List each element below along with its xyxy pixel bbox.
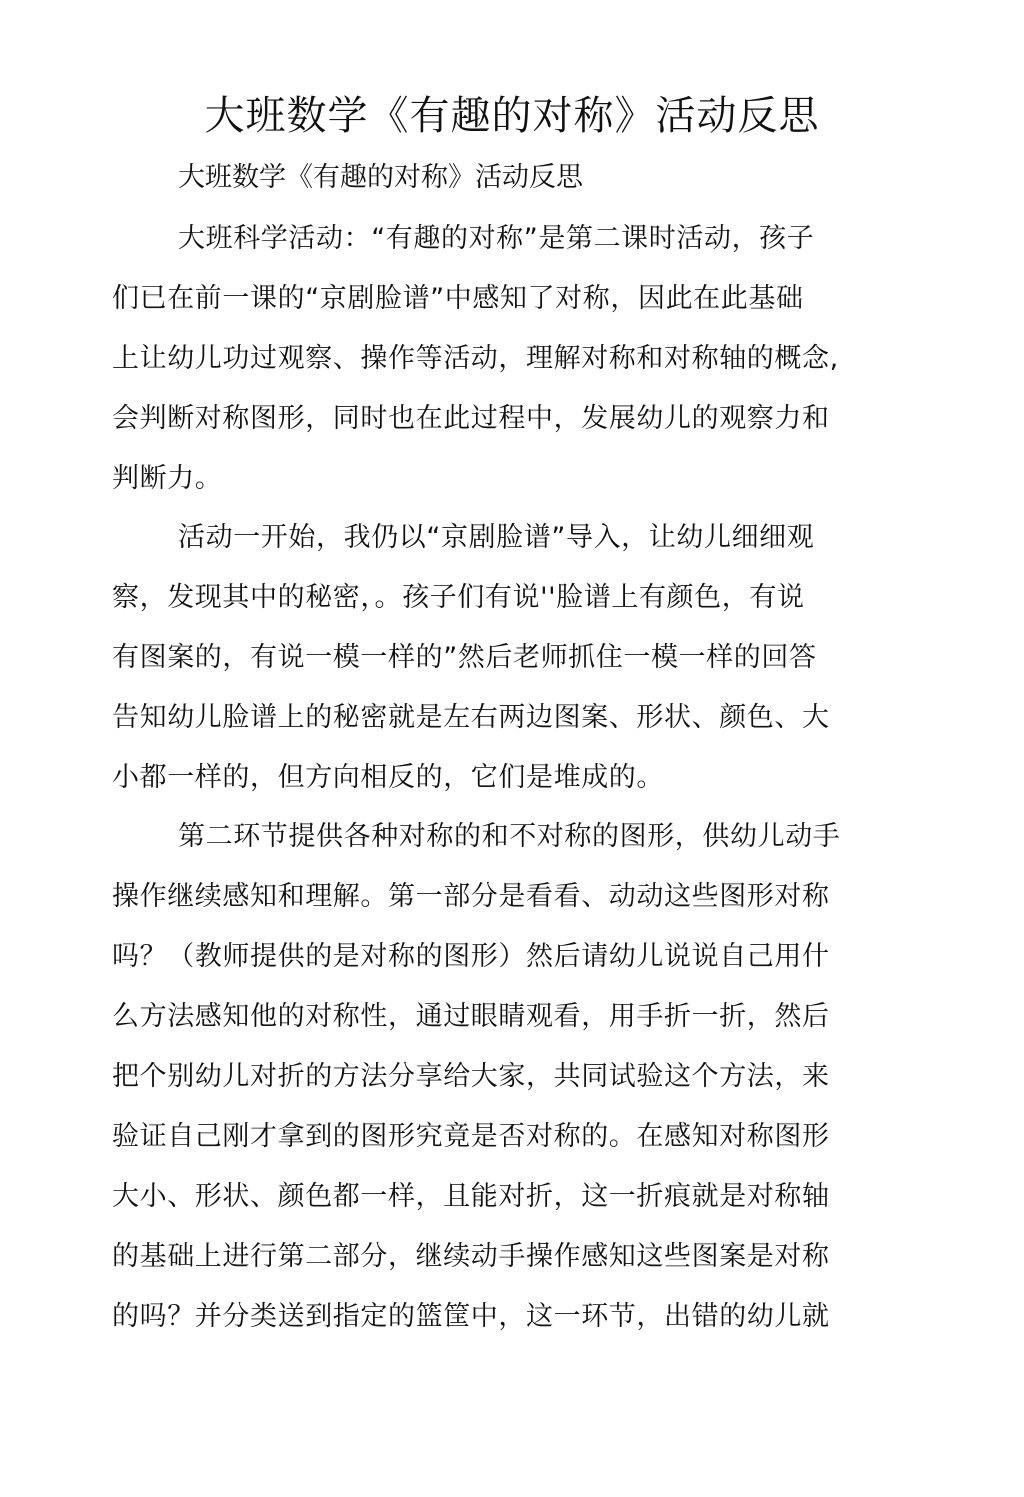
paragraph-line: 活动一开始，我仍以“京剧脸谱”导入，让幼儿细细观 (178, 522, 815, 553)
paragraph-line: 的吗？并分类送到指定的篮筐中，这一环节，出错的幼儿就 (112, 1301, 830, 1332)
paragraph-activity-start (112, 508, 872, 808)
paragraph-intro (112, 209, 872, 509)
document-title: 大班数学《有趣的对称》活动反思 (204, 93, 820, 139)
paragraph-line: 们已在前一课的“京剧脸谱”中感知了对称，因此在此基础 (112, 283, 804, 314)
paragraph-line: 的基础上进行第二部分，继续动手操作感知这些图案是对称 (112, 1241, 830, 1272)
document-subtitle: 大班数学《有趣的对称》活动反思 (178, 162, 583, 193)
paragraph-line: 操作继续感知和理解。第一部分是看看、动动这些图形对称 (112, 881, 830, 912)
paragraph-line: 上让幼儿功过观察、操作等活动，理解对称和对称轴的概念, (112, 343, 839, 374)
paragraph-line: 大班科学活动：“有趣的对称”是第二课时活动，孩子 (178, 223, 815, 254)
paragraph-line: 么方法感知他的对称性，通过眼睛观看，用手折一折，然后 (112, 1001, 830, 1032)
paragraph-line: 验证自己刚才拿到的图形究竟是否对称的。在感知对称图形 (112, 1121, 830, 1152)
paragraph-line: 大小、形状、颜色都一样，且能对折，这一折痕就是对称轴 (112, 1181, 830, 1212)
paragraph-line: 察，发现其中的秘密，。孩子们有说''脸谱上有颜色，有说 (112, 582, 805, 613)
paragraph-second-stage (112, 807, 872, 1347)
paragraph-line: 告知幼儿脸谱上的秘密就是左右两边图案、形状、颜色、大 (112, 702, 830, 733)
paragraph-line: 把个别幼儿对折的方法分享给大家，共同试验这个方法，来 (112, 1061, 830, 1092)
paragraph-line: 吗？（教师提供的是对称的图形）然后请幼儿说说自己用什 (112, 941, 830, 972)
paragraph-line: 判断力。 (112, 463, 223, 494)
paragraph-line: 会判断对称图形，同时也在此过程中，发展幼儿的观察力和 (112, 403, 830, 434)
paragraph-line: 第二环节提供各种对称的和不对称的图形，供幼儿动手 (178, 821, 841, 852)
paragraph-line: 小都一样的，但方向相反的，它们是堆成的。 (112, 762, 664, 793)
paragraph-line: 有图案的，有说一模一样的”然后老师抓住一模一样的回答 (112, 642, 817, 673)
